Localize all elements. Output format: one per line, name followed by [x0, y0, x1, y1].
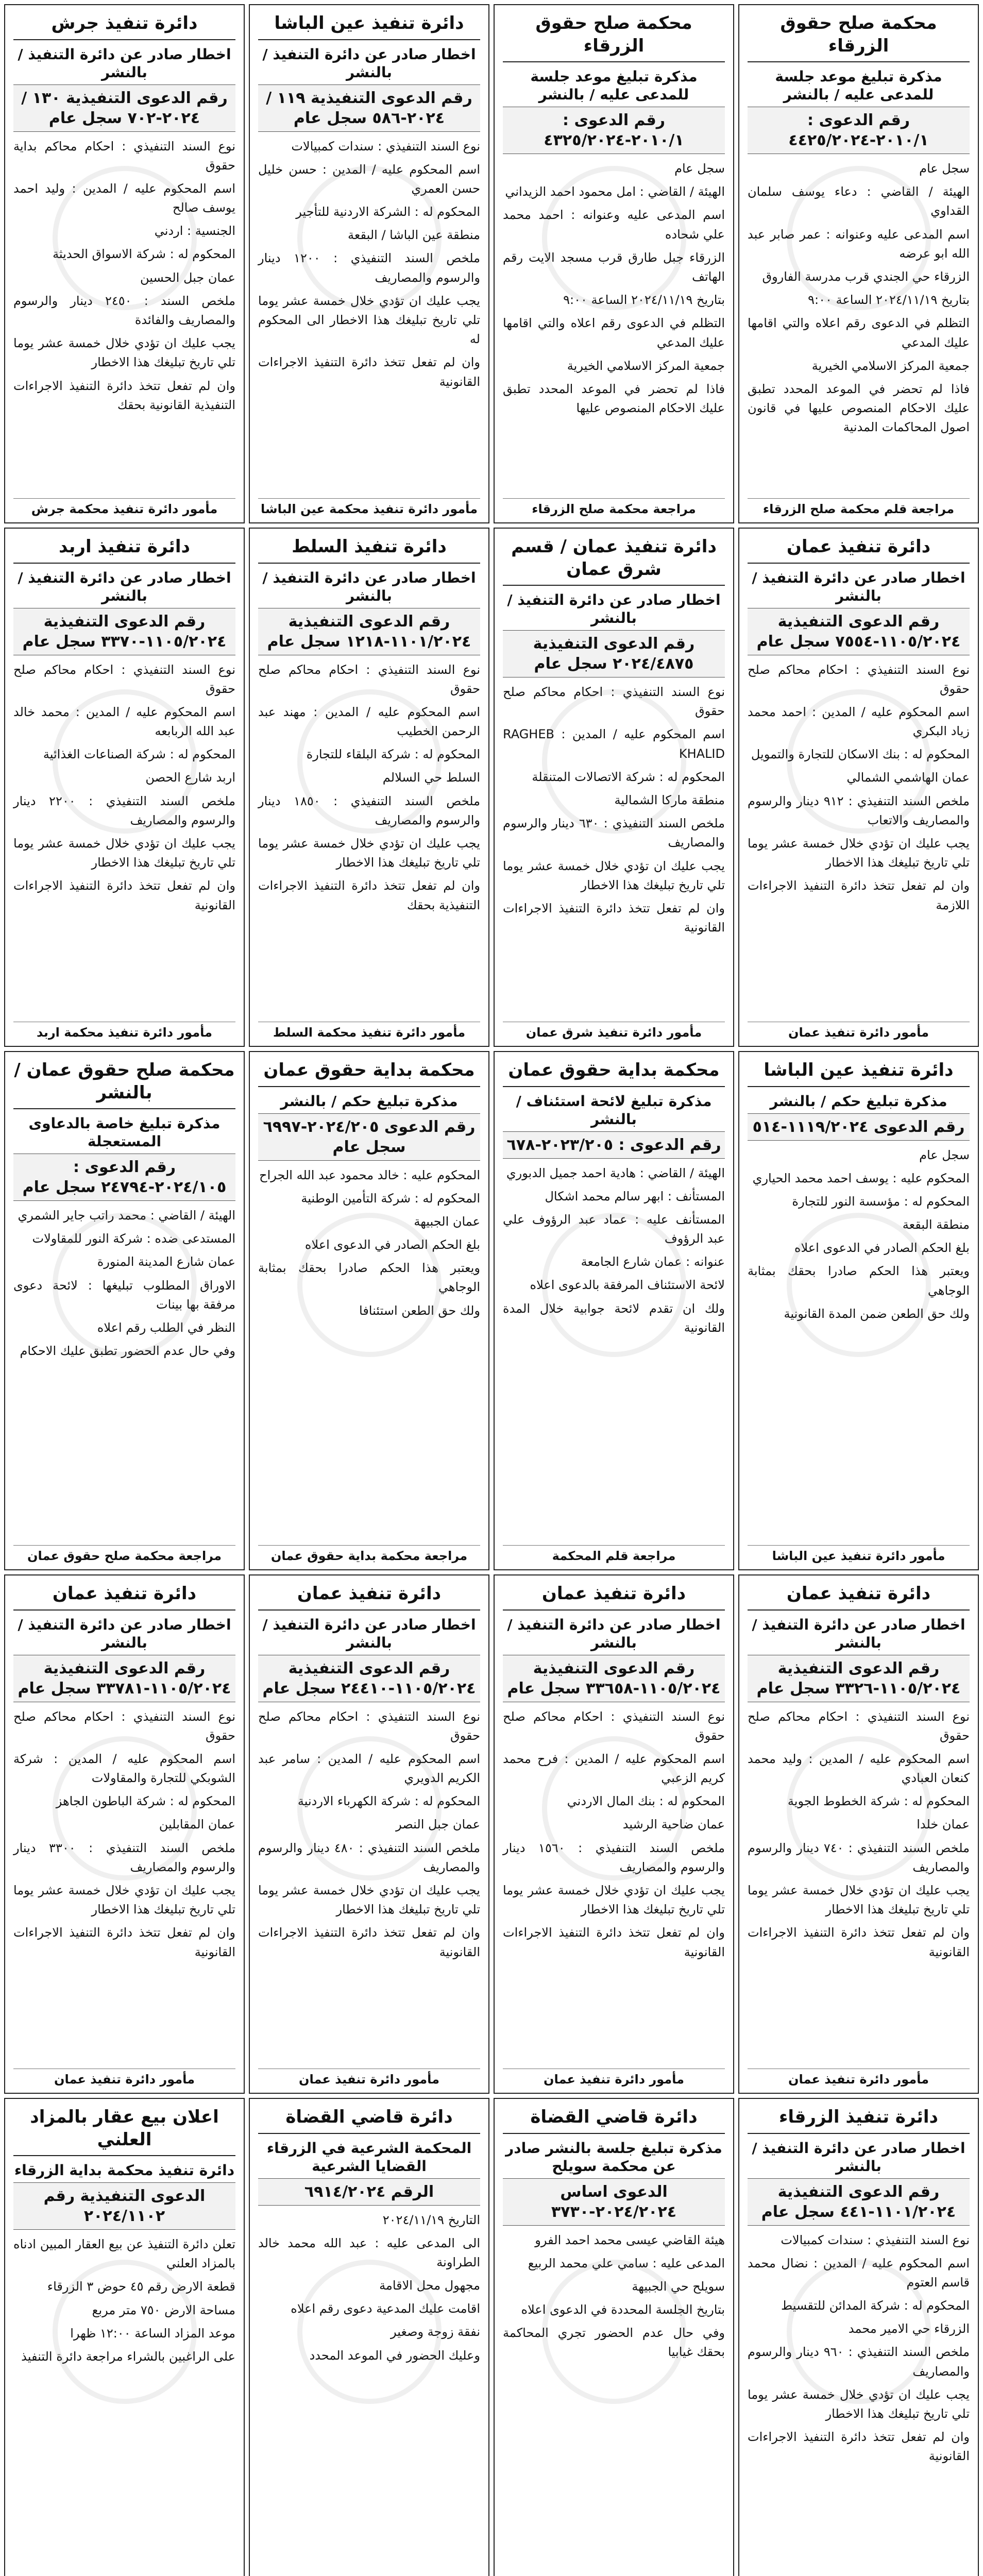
- notice-paragraph: اسم المحكوم عليه / المدين : وليد احمد يوسف صالح: [13, 181, 235, 215]
- notice-paragraph: وان لم تفعل تتخذ دائرة التنفيذ الاجراءات اللازمة: [748, 878, 970, 912]
- notice-paragraph: هيئة القاضي عيسى محمد احمد الفرو: [535, 2232, 725, 2247]
- notice-paragraph: الهيئة / القاضي : امل محمود احمد الزيداني: [505, 184, 725, 199]
- notice-paragraph: وفي حال عدم الحضور تطبق عليك الاحكام: [20, 1344, 235, 1359]
- notice-paragraph: بتاريخ ٢٠٢٤/١١/١٩ الساعة ٩:٠٠: [808, 293, 970, 308]
- case-number: الدعوى التنفيذية رقم ٢٠٢٤/١١٠٢: [13, 2182, 235, 2230]
- notice-paragraph: وان لم تفعل تتخذ دائرة التنفيذ الاجراءات القانونية: [503, 1925, 725, 1959]
- notice-subtitle: مذكرة تبليغ حكم / بالنشر: [770, 1092, 947, 1110]
- notice-body: [258, 137, 480, 392]
- notice-paragraph: نوع السند التنفيذي : احكام محاكم صلح حقوق: [13, 662, 235, 696]
- notice-paragraph: منطقة البقعة: [902, 1217, 970, 1232]
- notice-paragraph: نوع السند التنفيذي : احكام محاكم صلح حقوق: [503, 685, 725, 719]
- notice-paragraph: وان لم تفعل تتخذ دائرة التنفيذ الاجراءات القانونية: [503, 901, 725, 935]
- notice-header: دائرة تنفيذ عمان: [748, 536, 970, 564]
- notice-header: محكمة صلح حقوق الزرقاء: [503, 12, 725, 62]
- notice-card: [249, 1051, 489, 1570]
- notice-header: دائرة تنفيذ عين الباشا: [748, 1059, 970, 1087]
- notice-paragraph: عنوانه : عمان شارع الجامعة: [581, 1255, 725, 1269]
- notice-paragraph: يجب عليك ان تؤدي خلال خمسة عشر يوما تلي تاريخ تبليغك هذا الاخطار: [748, 1883, 970, 1917]
- notice-subtitle: اخطار صادر عن دائرة التنفيذ / بالنشر: [262, 1616, 476, 1651]
- notice-subtitle: اخطار صادر عن دائرة التنفيذ / بالنشر: [752, 2139, 965, 2175]
- notice-paragraph: المحكوم عليه : يوسف احمد محمد الحياري: [752, 1171, 970, 1185]
- notice-footer: مراجعة محكمة صلح الزرقاء: [503, 498, 725, 516]
- notice-paragraph: المحكوم له : شركة المدائن للتقسيط: [781, 2298, 970, 2313]
- notice-paragraph: عمان شارع المدينة المنورة: [97, 1255, 235, 1269]
- notice-subtitle: اخطار صادر عن دائرة التنفيذ / بالنشر: [752, 569, 965, 604]
- notice-paragraph: الجنسية : اردني: [154, 224, 235, 239]
- notice-paragraph: ملخص السند التنفيذي : ٩١٢ دينار والرسوم والمصاريف والاتعاب: [748, 793, 970, 827]
- notice-paragraph: ملخص السند التنفيذي : ٦٣٠ دينار والرسوم والمصاريف: [503, 816, 725, 850]
- notice-paragraph: جمعية المركز الاسلامي الخيرية: [567, 358, 725, 373]
- notice-paragraph: مجهول محل الاقامة: [379, 2278, 480, 2293]
- notice-paragraph: اسم المحكوم عليه / المدين : سامر عبد الكريم الدويري: [258, 1751, 480, 1786]
- notice-paragraph: التاريخ ٢٠٢٤/١١/١٩: [382, 2212, 480, 2227]
- notice-body: [258, 1166, 480, 1320]
- notice-paragraph: المحكوم له : شركة الكهرباء الاردنية: [297, 1794, 480, 1809]
- notice-paragraph: ولك حق الطعن ضمن المدة القانونية: [784, 1306, 970, 1321]
- notice-row: [4, 1574, 979, 2094]
- notice-paragraph: المحكوم له : شركة الاتصالات المتنقلة: [532, 769, 725, 784]
- notice-paragraph: اربد شارع الحصن: [145, 770, 235, 785]
- notice-paragraph: فاذا لم تحضر في الموعد المحدد تطبق عليك الاحكام المنصوص عليها: [503, 381, 725, 416]
- notice-paragraph: عمان ضاحية الرشيد: [622, 1817, 725, 1832]
- notice-paragraph: سويلح حي الجبيهة: [632, 2279, 725, 2294]
- notice-footer: مراجعة قلم محكمة صلح الزرقاء: [748, 498, 970, 516]
- case-number: رقم الدعوى التنفيذية ١١٠٥/٢٠٢٤-٣٣٦٥٨ سجل عام: [503, 1655, 725, 1702]
- notice-paragraph: الاوراق المطلوب تبليغها : لائحة دعوى مرفقة بها بينات: [13, 1278, 235, 1312]
- notice-paragraph: نوع السند التنفيذي : احكام محاكم صلح حقوق: [13, 1709, 235, 1743]
- notice-card: [249, 2098, 489, 2576]
- notice-header: دائرة تنفيذ عمان: [13, 1583, 235, 1611]
- notice-paragraph: نوع السند التنفيذي : احكام محاكم بداية حقوق: [13, 139, 235, 173]
- notice-paragraph: ملخص السند التنفيذي : ٤٨٠ دينار والرسوم والمصاريف: [258, 1840, 480, 1874]
- notice-paragraph: التظلم في الدعوى رقم اعلاه والتي اقامها عليك المدعي: [748, 316, 970, 350]
- notice-paragraph: اسم المحكوم عليه / المدين : نضال محمد قاسم العتوم: [748, 2256, 970, 2290]
- notice-paragraph: نوع السند التنفيذي : احكام محاكم صلح حقوق: [748, 662, 970, 696]
- notice-paragraph: المحكوم له : بنك الاسكان للتجارة والتمويل: [751, 747, 970, 762]
- notice-paragraph: نوع السند التنفيذي : سندات كمبيالات: [291, 139, 480, 154]
- notice-paragraph: المحكوم له : بنك المال الاردني: [567, 1794, 725, 1809]
- notice-paragraph: المحكوم له : شركة التأمين الوطنية: [301, 1191, 480, 1206]
- notice-paragraph: نوع السند التنفيذي : احكام محاكم صلح حقوق: [748, 1709, 970, 1743]
- notice-body: [258, 660, 480, 915]
- notice-paragraph: يجب عليك ان تؤدي خلال خمسة عشر يوما تلي تاريخ تبليغك هذا الاخطار: [258, 836, 480, 870]
- notice-header: دائرة تنفيذ جرش: [13, 12, 235, 40]
- notice-card: [249, 528, 489, 1047]
- notice-paragraph: وان لم تفعل تتخذ دائرة التنفيذ الاجراءات القانونية: [13, 1925, 235, 1959]
- notice-card: [494, 4, 734, 523]
- case-number: رقم الدعوى ١١١٩/٢٠٢٤-٥١٤: [748, 1113, 970, 1141]
- notice-paragraph: يجب عليك ان تؤدي خلال خمسة عشر يوما تلي تاريخ تبليغك هذا الاخطار: [748, 2387, 970, 2421]
- notice-card: [4, 1574, 245, 2094]
- case-number: رقم الدعوى التنفيذية ١١٠٥/٢٠٢٤-٣٣٧٠ سجل عام: [13, 608, 235, 655]
- notice-paragraph: المحكوم له : شركة الصناعات الغذائية: [43, 747, 235, 762]
- notice-subtitle: اخطار صادر عن دائرة التنفيذ / بالنشر: [18, 569, 231, 604]
- notice-footer: مراجعة قلم المحكمة: [503, 1545, 725, 1563]
- notice-header: دائرة تنفيذ عمان / قسم شرق عمان: [503, 536, 725, 586]
- notice-header: دائرة تنفيذ عمان: [258, 1583, 480, 1611]
- notice-paragraph: اسم المحكوم عليه / المدين : RAGHEB KHALID: [503, 727, 725, 761]
- case-number: رقم الدعوى ٢٠٢٤/٢٠٥-٦٩٩٧ سجل عام: [258, 1113, 480, 1161]
- notice-paragraph: وان لم تفعل تتخذ دائرة التنفيذ الاجراءات القانونية: [13, 878, 235, 912]
- notice-body: [13, 1707, 235, 1962]
- notice-subtitle: اخطار صادر عن دائرة التنفيذ / بالنشر: [18, 1616, 231, 1651]
- notice-header: دائرة تنفيذ عمان: [503, 1583, 725, 1611]
- notice-footer: مأمور دائرة تنفيذ عمان: [13, 2069, 235, 2087]
- notice-card: [738, 528, 979, 1047]
- notice-header: دائرة قاضي القضاة: [258, 2106, 480, 2134]
- notice-paragraph: اقامت عليك المدعية دعوى رقم اعلاه: [291, 2301, 480, 2316]
- notice-row: [4, 2098, 979, 2576]
- notice-body: [748, 1146, 970, 1324]
- notice-subtitle: مذكرة تبليغ جلسة بالنشر صادر عن محكمة سويلح: [505, 2139, 722, 2175]
- case-number: الرقم ٦٩١٤/٢٠٢٤: [258, 2178, 480, 2206]
- notice-paragraph: يجب عليك ان تؤدي خلال خمسة عشر يوما تلي تاريخ تبليغك هذا الاخطار: [258, 1883, 480, 1917]
- notice-body: [503, 159, 725, 418]
- notice-header: دائرة تنفيذ الزرقاء: [748, 2106, 970, 2134]
- notice-card: [4, 1051, 245, 1570]
- notice-paragraph: النظر في الطلب رقم اعلاه: [97, 1320, 235, 1335]
- notice-paragraph: الهيئة / القاضي : محمد راتب جاير الشمري: [18, 1208, 235, 1223]
- notice-subtitle: المحكمة الشرعية في الزرقاء القضايا الشرعية: [266, 2139, 472, 2175]
- notice-paragraph: المستدعى ضده : شركة النور للمقاولات: [32, 1231, 235, 1246]
- notice-paragraph: المحكوم له : شركة الباطون الجاهز: [56, 1794, 235, 1809]
- notice-footer: مراجعة محكمة صلح حقوق عمان: [13, 1545, 235, 1563]
- notice-paragraph: ملخص السند التنفيذي : ١٢٠٠ دينار والرسوم والمصاريف: [258, 251, 480, 285]
- notice-paragraph: مساحة الارض ٧٥٠ متر مربع: [92, 2302, 235, 2317]
- notice-paragraph: الزرقاء حي الجندي قرب مدرسة الفاروق: [762, 269, 970, 284]
- case-number: رقم الدعوى التنفيذية ١١٠١/٢٠٢٤-٤٤١ سجل عام: [748, 2178, 970, 2226]
- notice-header: محكمة صلح حقوق الزرقاء: [748, 12, 970, 62]
- notice-row: [4, 4, 979, 523]
- case-number: رقم الدعوى التنفيذية ١١٠٥/٢٠٢٤-٣٣٢٦ سجل عام: [748, 1655, 970, 1702]
- notice-paragraph: سجل عام: [674, 161, 725, 176]
- notice-subtitle: اخطار صادر عن دائرة التنفيذ / بالنشر: [262, 45, 476, 81]
- notice-paragraph: ملخص السند التنفيذي : ٢٢٠٠ دينار والرسوم والمصاريف: [13, 793, 235, 827]
- notice-paragraph: اسم المحكوم عليه / المدين : حسن خليل حسن العمري: [258, 162, 480, 196]
- notice-paragraph: جمعية المركز الاسلامي الخيرية: [811, 358, 970, 373]
- case-number: رقم الدعوى : ٢٠٢٤/١٠٥-٢٤٧٩٤ سجل عام: [13, 1154, 235, 1201]
- notice-footer: مأمور دائرة تنفيذ محكمة عين الباشا: [258, 498, 480, 516]
- notice-paragraph: وان لم تفعل تتخذ دائرة التنفيذ الاجراءات التنفيذية القانونية بحقك: [13, 378, 235, 412]
- notice-paragraph: اسم المدعى عليه وعنوانه : احمد محمد علي شحاده: [503, 208, 725, 242]
- notice-body: [13, 2235, 235, 2366]
- notice-body: [503, 1164, 725, 1338]
- notice-footer: مأمور دائرة تنفيذ عين الباشا: [748, 1545, 970, 1563]
- notice-paragraph: يجب عليك ان تؤدي خلال خمسة عشر يوما تلي تاريخ تبليغك هذا الاخطار: [503, 1883, 725, 1917]
- notice-paragraph: الهيئة / القاضي : دعاء يوسف سلمان القداوي: [748, 184, 970, 218]
- notice-paragraph: عمان خلدا: [917, 1817, 970, 1832]
- notice-paragraph: ويعتبر هذا الحكم صادرا بحقك بمثابة الوجاهي: [258, 1261, 480, 1295]
- notice-footer: مأمور دائرة تنفيذ شرق عمان: [503, 1022, 725, 1040]
- notice-body: [748, 660, 970, 915]
- notice-body: [748, 159, 970, 437]
- notice-footer: مأمور دائرة تنفيذ عمان: [503, 2069, 725, 2087]
- notice-card: [738, 4, 979, 523]
- notice-paragraph: الزرقاء حي الامير محمد: [848, 2321, 970, 2336]
- notice-paragraph: ولك ان تقدم لائحة جوابية خلال المدة القانونية: [503, 1301, 725, 1335]
- case-number: رقم الدعوى : ٢٠٢٣/٢٠٥-٦٧٨: [503, 1131, 725, 1159]
- notice-paragraph: المحكوم عليه : خالد محمود عبد الله الجراح: [259, 1167, 480, 1182]
- notice-paragraph: الهيئة / القاضي : هادية احمد جميل الدبوري: [506, 1165, 725, 1180]
- notice-body: [13, 1206, 235, 1361]
- notice-paragraph: وان لم تفعل تتخذ دائرة التنفيذ الاجراءات القانونية: [258, 355, 480, 389]
- notice-footer: مأمور دائرة تنفيذ عمان: [748, 1022, 970, 1040]
- notice-paragraph: المحكوم له : شركة الاسواق الحديثة: [53, 247, 235, 262]
- notice-paragraph: اسم المحكوم عليه / المدين : مهند عبد الرحمن الخطيب: [258, 704, 480, 739]
- notice-paragraph: عمان الجبيهة: [414, 1214, 480, 1229]
- notice-body: [503, 1707, 725, 1962]
- case-number: رقم الدعوى التنفيذية ١٣٠ / ٢٠٢٤-٧٠٢ سجل عام: [13, 84, 235, 132]
- notice-paragraph: بتاريخ ٢٠٢٤/١١/١٩ الساعة ٩:٠٠: [563, 293, 725, 308]
- notice-paragraph: منطقة ماركا الشمالية: [614, 792, 725, 807]
- notice-header: اعلان بيع عقار بالمزاد العلني: [13, 2106, 235, 2156]
- notice-body: [13, 137, 235, 415]
- notice-subtitle: مذكرة تبليغ خاصة بالدعاوى المستعجلة: [28, 1115, 221, 1150]
- notice-paragraph: اسم المحكوم عليه / المدين : وليد محمد كنعان العبادي: [748, 1751, 970, 1786]
- notice-subtitle: اخطار صادر عن دائرة التنفيذ / بالنشر: [507, 1616, 721, 1651]
- notice-subtitle: دائرة تنفيذ محكمة بداية الزرقاء: [14, 2162, 235, 2179]
- notice-paragraph: المستأنف : ابهر سالم محمد اشكال: [545, 1189, 725, 1204]
- notice-paragraph: السلط حي السلالم: [382, 770, 480, 785]
- notice-card: [738, 1574, 979, 2094]
- notice-row: [4, 1051, 979, 1570]
- case-number: الدعوى اساس ٢٠٢٤/٢٠٢٤-٣٧٣٠: [503, 2178, 725, 2226]
- notice-paragraph: اسم المحكوم عليه / المدين : فرح محمد كريم الزعبي: [503, 1751, 725, 1786]
- notice-paragraph: اسم المحكوم عليه / المدين : احمد محمد زياد البكري: [748, 704, 970, 739]
- notice-subtitle: اخطار صادر عن دائرة التنفيذ / بالنشر: [752, 1616, 965, 1651]
- notice-paragraph: عمان جبل النصر: [396, 1817, 480, 1832]
- notice-header: محكمة بداية حقوق عمان: [503, 1059, 725, 1087]
- notice-header: دائرة تنفيذ عين الباشا: [258, 12, 480, 40]
- notice-paragraph: وان لم تفعل تتخذ دائرة التنفيذ الاجراءات التنفيذية بحقك: [258, 878, 480, 912]
- notice-paragraph: نوع السند التنفيذي : سندات كمبيالات: [781, 2232, 970, 2247]
- notice-card: [249, 4, 489, 523]
- notice-paragraph: وان لم تفعل تتخذ دائرة التنفيذ الاجراءات القانونية: [748, 1925, 970, 1959]
- notice-paragraph: بتاريخ الجلسة المحددة في الدعوى اعلاه: [521, 2302, 725, 2317]
- case-number: رقم الدعوى التنفيذية ١١٠١/٢٠٢٤-١٢١٨ سجل عام: [258, 608, 480, 655]
- notice-body: [13, 660, 235, 915]
- notice-header: دائرة تنفيذ عمان: [748, 1583, 970, 1611]
- notice-paragraph: نوع السند التنفيذي : احكام محاكم صلح حقوق: [258, 662, 480, 696]
- notice-subtitle: مذكرة تبليغ موعد جلسة للمدعى عليه / بالنشر: [530, 68, 698, 104]
- notice-paragraph: وان لم تفعل تتخذ دائرة التنفيذ الاجراءات القانونية: [748, 2430, 970, 2464]
- notice-paragraph: ملخص السند التنفيذي : ٣٣٠٠ دينار والرسوم والمصاريف: [13, 1840, 235, 1874]
- notice-body: [503, 683, 725, 937]
- notice-paragraph: يجب عليك ان تؤدي خلال خمسة عشر يوما تلي تاريخ تبليغك هذا الاخطار: [13, 836, 235, 870]
- notice-footer: مراجعة محكمة بداية حقوق عمان: [258, 1545, 480, 1563]
- notice-paragraph: فاذا لم تحضر في الموعد المحدد تطبق عليك الاحكام المنصوص عليها في قانون اصول المحاكمات المدنية: [748, 381, 970, 435]
- notice-paragraph: التظلم في الدعوى رقم اعلاه والتي اقامها عليك المدعي: [503, 316, 725, 350]
- notice-paragraph: المدعى عليه : سامي علي محمد الربيع: [528, 2256, 725, 2270]
- notice-paragraph: سجل عام: [919, 161, 970, 176]
- notice-paragraph: يجب عليك ان تؤدي خلال خمسة عشر يوما تلي تاريخ تبليغك هذا الاخطار: [503, 858, 725, 892]
- notice-paragraph: ولك حق الطعن استئنافا: [359, 1303, 480, 1318]
- notice-paragraph: عمان المقابلين: [159, 1817, 235, 1832]
- notice-paragraph: قطعة الارض رقم ٤٥ حوض ٣ الزرقاء: [47, 2279, 235, 2294]
- case-number: رقم الدعوى التنفيذية ١١٠٥/٢٠٢٤-٣٣٧٨١ سجل عام: [13, 1655, 235, 1702]
- notice-body: [503, 2231, 725, 2362]
- notice-row: [4, 528, 979, 1047]
- notice-card: [494, 1051, 734, 1570]
- notice-card: [494, 1574, 734, 2094]
- notice-paragraph: وعليك الحضور في الموعد المحدد: [309, 2348, 480, 2363]
- notice-paragraph: المحكوم له : شركة الخطوط الجوية: [787, 1794, 970, 1809]
- case-number: رقم الدعوى التنفيذية ١١٩ / ٢٠٢٤-٥٨٦ سجل عام: [258, 84, 480, 132]
- notice-subtitle: مذكرة تبليغ موعد جلسة للمدعى عليه / بالنشر: [775, 68, 942, 104]
- notice-card: [738, 1051, 979, 1570]
- notice-paragraph: موعد المزاد الساعة ١٢:٠٠ ظهرا: [70, 2326, 235, 2341]
- case-number: رقم الدعوى التنفيذية ١١٠٥/٢٠٢٤-٧٥٥٤ سجل عام: [748, 608, 970, 655]
- notice-paragraph: يجب عليك ان تؤدي خلال خمسة عشر يوما تلي تاريخ تبليغك هذا الاخطار: [13, 336, 235, 370]
- notice-header: محكمة بداية حقوق عمان: [258, 1059, 480, 1087]
- notice-paragraph: يجب عليك ان تؤدي خلال خمسة عشر يوما تلي تاريخ تبليغك هذا الاخطار: [13, 1883, 235, 1917]
- notice-card: [249, 1574, 489, 2094]
- notice-paragraph: نوع السند التنفيذي : احكام محاكم صلح حقوق: [258, 1709, 480, 1743]
- notice-paragraph: الى المدعى عليه : عبد الله محمد خالد الطراونة: [258, 2235, 480, 2269]
- notice-body: [748, 2231, 970, 2466]
- notice-footer: مأمور دائرة تنفيذ محكمة جرش: [13, 498, 235, 516]
- notice-subtitle: مذكرة تبليغ حكم / بالنشر: [280, 1092, 458, 1110]
- notice-paragraph: اسم المحكوم عليه / المدين : شركة الشوبكي للتجارة والمقاولات: [13, 1751, 235, 1786]
- notice-paragraph: الزرقاء جبل طارق قرب مسجد الايت رقم الهاتف: [503, 250, 725, 284]
- notice-paragraph: تعلن دائرة التنفيذ عن بيع العقار المبين ادناه بالمزاد العلني: [13, 2237, 235, 2271]
- case-number: رقم الدعوى : ٢٠١٠/١-٤٤٢٥/٢٠٢٤: [748, 107, 970, 154]
- notice-body: [258, 1707, 480, 1962]
- notice-card: [4, 2098, 245, 2576]
- notice-paragraph: ويعتبر هذا الحكم صادرا بحقك بمثابة الوجاهي: [748, 1264, 970, 1298]
- notice-paragraph: يجب عليك ان تؤدي خلال خمسة عشر يوما تلي تاريخ تبليغك هذا الاخطار: [748, 836, 970, 870]
- notice-body: [748, 1707, 970, 1962]
- notice-card: [494, 2098, 734, 2576]
- case-number: رقم الدعوى التنفيذية ٢٠٢٤/٤٨٧٥ سجل عام: [503, 630, 725, 677]
- notice-paragraph: لائحة الاستئناف المرفقة بالدعوى اعلاه: [530, 1278, 725, 1293]
- notice-paragraph: نوع السند التنفيذي : احكام محاكم صلح حقوق: [503, 1709, 725, 1743]
- notice-subtitle: مذكرة تبليغ لائحة استئناف / بالنشر: [516, 1092, 712, 1128]
- notice-header: محكمة صلح حقوق عمان / بالنشر: [13, 1059, 235, 1109]
- notice-paragraph: اسم المحكوم عليه / المدين : محمد خالد عبد الله الربابعه: [13, 704, 235, 739]
- notice-paragraph: عمان جبل الحسين: [140, 270, 235, 285]
- notice-paragraph: عمان الهاشمي الشمالي: [846, 770, 970, 785]
- notice-subtitle: اخطار صادر عن دائرة التنفيذ / بالنشر: [507, 591, 721, 627]
- notice-paragraph: ملخص السند التنفيذي : ١٥٦٠ دينار والرسوم والمصاريف: [503, 1840, 725, 1874]
- notice-paragraph: ملخص السند : ٢٤٥٠ دينار والرسوم والمصاريف والفائدة: [13, 293, 235, 328]
- notice-paragraph: ملخص السند التنفيذي : ٩٦٠ دينار والرسوم والمصاريف: [748, 2345, 970, 2379]
- notice-paragraph: بلغ الحكم الصادر في الدعوى اعلاه: [304, 1238, 480, 1252]
- notice-paragraph: ملخص السند التنفيذي : ٧٤٠ دينار والرسوم والمصاريف: [748, 1840, 970, 1874]
- case-number: رقم الدعوى : ٢٠١٠/١-٤٣٢٥/٢٠٢٤: [503, 107, 725, 154]
- notice-paragraph: المحكوم له : مؤسسة النور للتجارة: [792, 1194, 970, 1209]
- notice-paragraph: وفي حال عدم الحضور تجري المحاكمة بحقك غيابيا: [503, 2326, 725, 2360]
- notice-card: [494, 528, 734, 1047]
- notice-paragraph: وان لم تفعل تتخذ دائرة التنفيذ الاجراءات القانونية: [258, 1925, 480, 1959]
- notice-paragraph: يجب عليك ان تؤدي خلال خمسة عشر يوما تلي تاريخ تبليغك هذا الاخطار الى المحكوم له: [258, 293, 480, 347]
- notice-body: [258, 2211, 480, 2365]
- notice-paragraph: نفقة زوجة وصغير: [391, 2325, 480, 2340]
- notice-paragraph: بلغ الحكم الصادر في الدعوى اعلاه: [794, 1241, 970, 1256]
- notice-footer: مأمور دائرة تنفيذ محكمة السلط: [258, 1022, 480, 1040]
- notice-subtitle: اخطار صادر عن دائرة التنفيذ / بالنشر: [18, 45, 231, 81]
- notice-card: [4, 528, 245, 1047]
- notice-paragraph: على الراغبين بالشراء مراجعة دائرة التنفيذ: [21, 2349, 235, 2364]
- notice-subtitle: اخطار صادر عن دائرة التنفيذ / بالنشر: [262, 569, 476, 604]
- notice-paragraph: منطقة عين الباشا / البقعة: [348, 228, 480, 243]
- notice-card: [738, 2098, 979, 2576]
- notice-paragraph: اسم المدعى عليه وعنوانه : عمر صابر عبد الله ابو عرضه: [748, 227, 970, 261]
- notice-footer: مأمور دائرة تنفيذ محكمة اربد: [13, 1022, 235, 1040]
- notice-paragraph: ملخص السند التنفيذي : ١٨٥٠ دينار والرسوم والمصاريف: [258, 793, 480, 827]
- notice-card: [4, 4, 245, 523]
- notice-footer: مأمور دائرة تنفيذ عمان: [258, 2069, 480, 2087]
- notice-paragraph: سجل عام: [919, 1147, 970, 1162]
- case-number: رقم الدعوى التنفيذية ١١٠٥/٢٠٢٤-٢٤٤١٠ سجل عام: [258, 1655, 480, 1702]
- notice-header: دائرة تنفيذ السلط: [258, 536, 480, 564]
- notice-paragraph: المحكوم له : شركة البلقاء للتجارة: [306, 747, 480, 762]
- notice-footer: مأمور دائرة تنفيذ عمان: [748, 2069, 970, 2087]
- notice-paragraph: المستأنف عليه : عماد عبد الرؤوف علي عبد الرؤوف: [503, 1212, 725, 1246]
- notice-header: دائرة قاضي القضاة: [503, 2106, 725, 2134]
- notice-header: دائرة تنفيذ اربد: [13, 536, 235, 564]
- notice-paragraph: المحكوم له : الشركة الاردنية للتأجير: [296, 205, 480, 219]
